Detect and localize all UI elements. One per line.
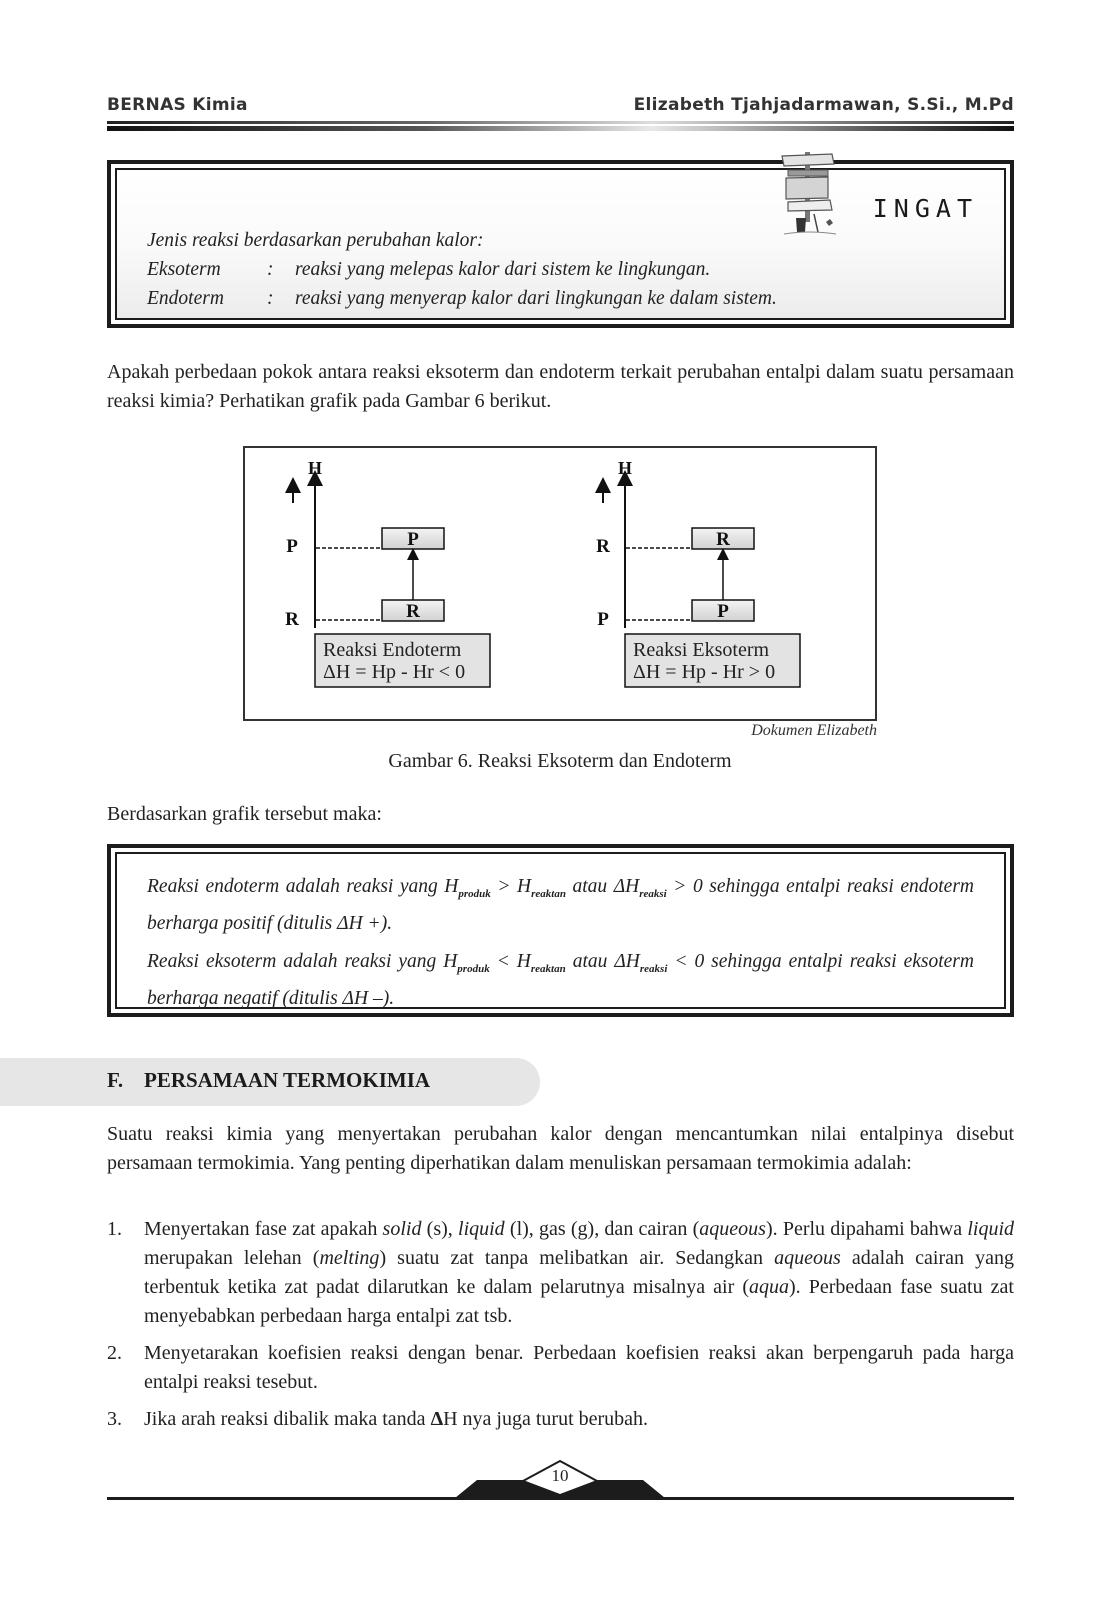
- section-number: F.: [107, 1068, 124, 1092]
- figure-source: Dokumen Elizabeth: [751, 722, 877, 739]
- endoterm-diagram: [285, 458, 490, 687]
- definition: reaksi yang melepas kalor dari sistem ke lingkungan.: [295, 259, 711, 280]
- ingat-row-eksoterm: [147, 255, 777, 284]
- colon: :: [267, 259, 274, 280]
- svg-text:H: H: [618, 458, 633, 478]
- list-item-number: 3.: [107, 1408, 122, 1430]
- conclusion-content: [147, 872, 974, 1022]
- svg-text:P: P: [597, 609, 609, 630]
- ingat-inner-frame: [115, 168, 1006, 320]
- definition: reaksi yang menyerap kalor dari lingkungan ke dalam sistem.: [295, 288, 777, 309]
- section-paragraph: Suatu reaksi kimia yang menyertakan perubahan kalor dengan mencantumkan nilai entalpinya disebut persamaan termokimia. Yang penting diperhatikan dalam menuliskan persamaan termokimia adalah:: [107, 1123, 1014, 1174]
- svg-text:Reaksi Eksoterm: Reaksi Eksoterm: [633, 639, 770, 661]
- footer-rule: [107, 1497, 1014, 1500]
- ingat-intro: Jenis reaksi berdasarkan perubahan kalor:: [147, 230, 484, 251]
- colon: :: [267, 288, 274, 309]
- svg-text:P: P: [286, 536, 298, 557]
- section-heading: [107, 1068, 430, 1093]
- header-rule-thick: [107, 126, 1014, 131]
- svg-text:ΔH = Hp - Hr < 0: ΔH = Hp - Hr < 0: [323, 661, 466, 683]
- term: Eksoterm: [147, 259, 221, 280]
- ingat-row-endoterm: [147, 284, 777, 313]
- conclusion-inner-frame: [115, 852, 1006, 1009]
- ingat-content: [147, 226, 777, 313]
- svg-text:R: R: [406, 601, 420, 622]
- list-item-text: Jika arah reaksi dibalik maka tanda ΔH nya juga turut berubah.: [144, 1408, 649, 1430]
- section-title: PERSAMAAN TERMOKIMIA: [144, 1068, 431, 1092]
- intro-paragraph: Apakah perbedaan pokok antara reaksi eksoterm dan endoterm terkait perubahan entalpi dalam suatu persamaan reaksi kimia? Perhatikan grafik pada Gambar 6 berikut.: [107, 361, 1014, 412]
- svg-text:Reaksi Endoterm: Reaksi Endoterm: [323, 639, 462, 661]
- signpost-icon: [774, 148, 844, 238]
- list-item-number: 1.: [107, 1218, 122, 1240]
- endoterm-definition: Reaksi endoterm adalah reaksi yang $H_{produk} > H_{reaktan}$ atau $\Delta H_{reaksi} > 0$ sehingga entalpi reaksi endoterm berharga positif (ditulis ΔH +).: [147, 876, 974, 934]
- list-item: [107, 1339, 1014, 1397]
- svg-text:ΔH = Hp - Hr > 0: ΔH = Hp - Hr > 0: [633, 661, 776, 683]
- enthalpy-diagrams: [245, 448, 875, 719]
- term: Endoterm: [147, 288, 224, 309]
- page-number: 10: [551, 1466, 569, 1485]
- list-item-text: Menyetarakan koefisien reaksi dengan benar. Perbedaan koefisien reaksi akan berpengaruh pada harga entalpi reaksi tesebut.: [144, 1342, 1014, 1393]
- ingat-title: INGAT: [872, 194, 978, 223]
- eksoterm-definition: Reaksi eksoterm adalah reaksi yang $H_{produk} < H_{reaktan}$ atau $\Delta H_{reaksi} < 0$ sehingga entalpi reaksi eksoterm berharga negatif (ditulis ΔH –).: [147, 951, 974, 1009]
- figure-6-diagram: [243, 446, 877, 721]
- svg-text:R: R: [716, 529, 730, 550]
- list-item-text: Menyertakan fase zat apakah solid (s), liquid (l), gas (g), dan cairan (aqueous). Perlu dipahami bahwa liquid merupakan lelehan (melting) suatu zat tanpa melibatkan air. Sedangkan aqueous adalah cairan yang terbentuk ketika zat padat dilarutkan ke dalam pelarutnya misalnya air (aqua). Perbedaan fase suatu zat menyebabkan perbedaan harga entalpi zat tsb.: [144, 1218, 1014, 1327]
- requirements-list: [107, 1215, 1014, 1442]
- conclusion-box: [107, 844, 1014, 1017]
- list-item: [107, 1215, 1014, 1331]
- running-header-book-title: BERNAS Kimia: [107, 95, 248, 115]
- svg-text:P: P: [717, 601, 729, 622]
- svg-text:R: R: [596, 536, 610, 557]
- header-rule: [107, 121, 1014, 124]
- running-header-author: Elizabeth Tjahjadarmawan, S.Si., M.Pd: [633, 95, 1014, 115]
- svg-text:R: R: [285, 609, 299, 630]
- figure-caption: Gambar 6. Reaksi Eksoterm dan Endoterm: [388, 750, 732, 772]
- ingat-callout-box: [107, 160, 1014, 328]
- list-item-number: 2.: [107, 1342, 122, 1364]
- axis-label-h: H: [308, 458, 323, 478]
- eksoterm-diagram: [596, 458, 800, 687]
- lead-paragraph: Berdasarkan grafik tersebut maka:: [107, 803, 382, 825]
- svg-text:P: P: [407, 529, 419, 550]
- list-item: [107, 1405, 1014, 1434]
